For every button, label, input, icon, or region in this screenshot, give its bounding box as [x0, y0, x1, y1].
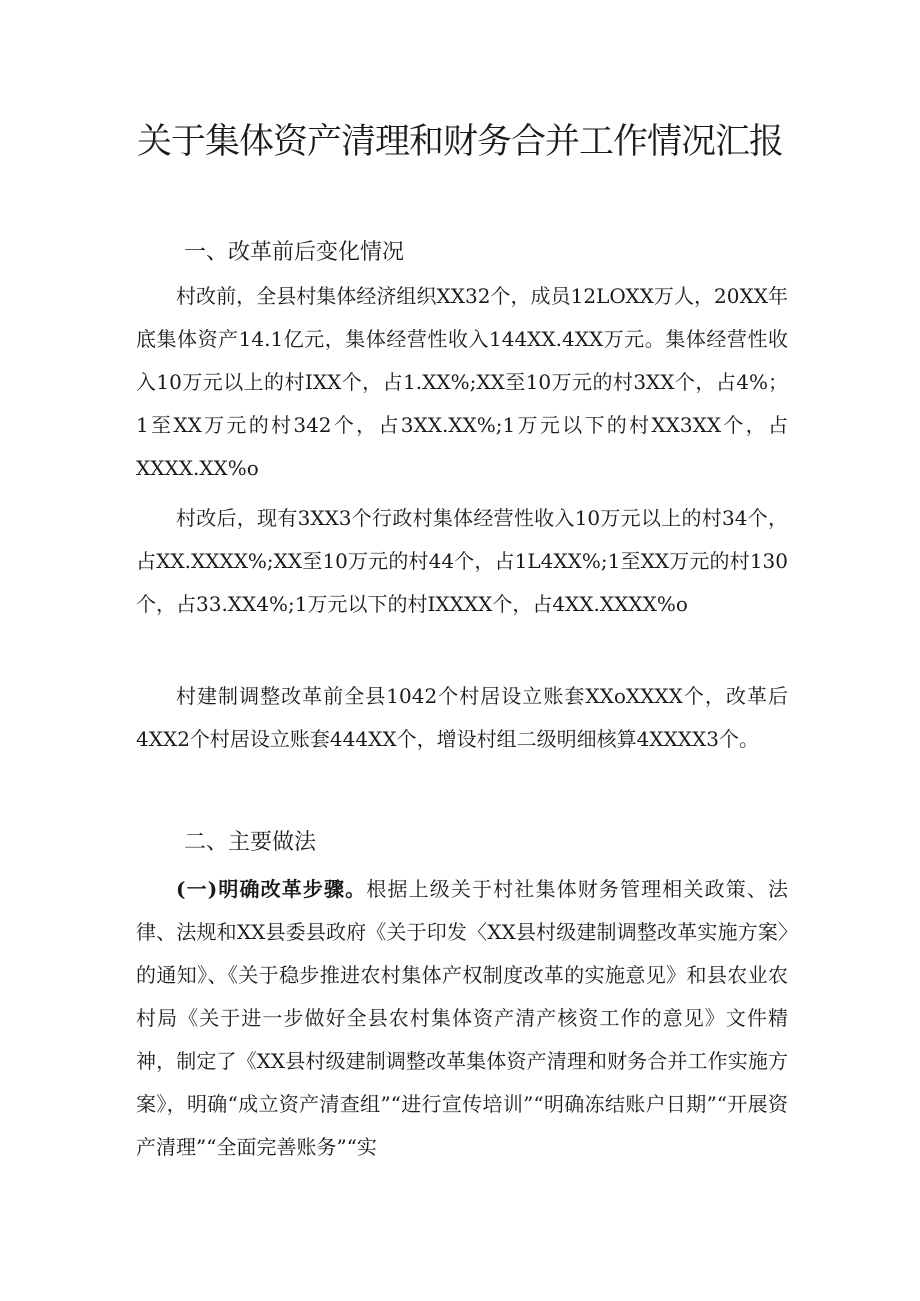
- step-lead: (一)明确改革步骤。: [176, 877, 367, 901]
- section2-heading: 二、主要做法: [184, 830, 317, 855]
- section1-paragraph-1: 村改前，全县村集体经济组织XX32个，成员12LOXX万人，20XX年底集体资产14.1亿元，集体经营性收入144XX.4XX万元。集体经营性收入10万元以上的村IXX个，占1.XX%;XX至10万元的村3XX个，占4%；1至XX万元的村342个，占3XX.XX%;1万元以下的村XX3XX个，占XXXX.XX%o: [136, 284, 788, 480]
- section1-paragraph-2: 村改后，现有3XX3个行政村集体经营性收入10万元以上的村34个，占XX.XXXX%;XX至10万元的村44个，占1L4XX%;1至XX万元的村130个，占33.XX4%;1万元以下的村IXXXX个，占4XX.XXXX%o: [136, 506, 788, 616]
- section2-paragraph-1: [136, 868, 788, 1169]
- section1-paragraph-3: 村建制调整改革前全县1042个村居设立账套XXoXXXX个，改革后4XX2个村居设立账套444XX个，增设村组二级明细核算4XXXX3个。: [136, 684, 788, 751]
- step-text: 根据上级关于村社集体财务管理相关政策、法律、法规和XX县委县政府《关于印发〈XX县村级建制调整改革实施方案〉的通知》、《关于稳步推进农村集体产权制度改革的实施意见》和县农业农村局《关于进一步做好全县农村集体资产清产核资工作的意见》文件精神，制定了《XX县村级建制调整改革集体资产清理和财务合并工作实施方案》，明确“成立资产清查组”“进行宣传培训”“明确冻结账户日期”“开展资产清理”“全面完善账务”“实: [136, 877, 788, 1159]
- section1-heading: 一、改革前后变化情况: [184, 240, 405, 265]
- document-title: 关于集体资产清理和财务合并工作情况汇报: [136, 122, 783, 162]
